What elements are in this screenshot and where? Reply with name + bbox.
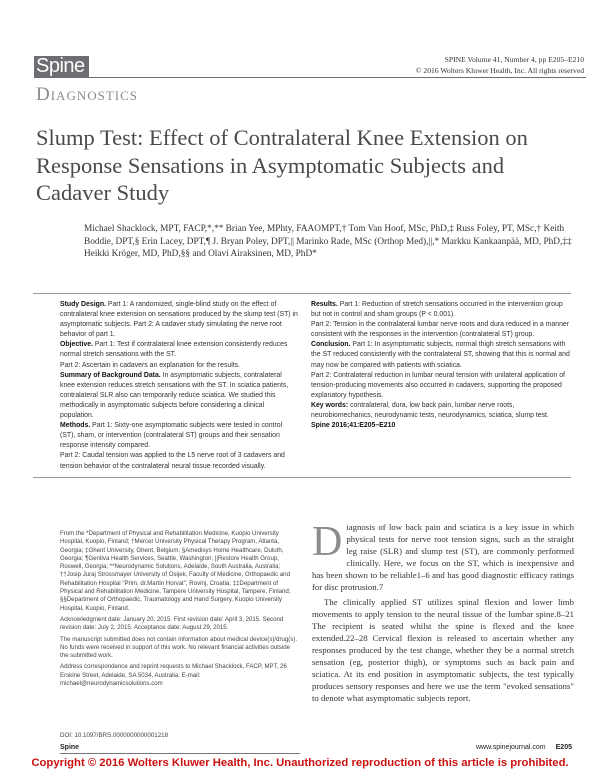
author-list: Michael Shacklock, MPT, FACP,*,** Brian Yee, MPhty, FAAOMPT,† Tom Van Hoof, MSc, PhD,‡ Russ Foley, PT, MSc,† Keith Boddie, DPT,§ Erin Lacey, DPT,¶ J. Bryan Poley, DPT,|| Marinko Rade, MSc (Orthop Med),||,* Markku Kankaanpää, MD, PhD,‡‡ Heikki Kröger, MD, PhD,§§ and Olavi Airaksinen, MD, PhD* [84, 224, 572, 260]
abstract-left-column [60, 300, 298, 472]
conclusion-text: Part 1: In asymptomatic subjects, normal thigh stretch sensations with the ST reduced consistently with the contralateral ST, showing that this is normal and may now be compared with patients with sciatica. [311, 341, 570, 369]
journal-logo: Spine [36, 55, 85, 77]
correspondence-address: Address correspondence and reprint requests to Michael Shacklock, FACP, MPT, 26 Erskine Street, Adelaide, SA 5034, Australia; E-mail: michael@neurodynamicsolutions.com [60, 663, 287, 688]
footnotes [60, 530, 300, 691]
abstract-results-2: Part 2: Tension in the contralateral lumbar nerve roots and dura reduced in a manner consistent with the responses in the intervention (contralateral ST) group. [311, 321, 570, 339]
abstract-right-column [311, 300, 572, 431]
abstract-objective-2: Part 2: Ascertain in cadavers an explanation for the results. [60, 361, 241, 369]
journal-volume: SPINE Volume 41, Number 4, pp E205–E210 [444, 55, 584, 64]
methods-text: Part 1: Sixty-one asymptomatic subjects were tested in control (ST), sham, or intervention (contralateral ST) groups and their sensation response intensity compared. [60, 422, 283, 450]
doi: DOI: 10.1097/BRS.0000000000001218 [60, 732, 169, 739]
methods-heading: Methods. [60, 422, 91, 430]
citation: Spine 2016;41:E205–E210 [311, 422, 396, 430]
section-label: Diagnostics [36, 84, 139, 105]
header-rule [89, 77, 586, 78]
journal-meta [416, 54, 584, 76]
abstract-design [60, 300, 298, 340]
keywords-text: contralateral, dura, low back pain, lumbar nerve roots, neurobiomechanics, neurodynamic tests, neurodynamics, sciatica, slump test. [311, 401, 549, 420]
article-title: Slump Test: Effect of Contralateral Knee Extension on Response Sensations in Asymptomatic Subjects and Cadaver Study [36, 125, 528, 205]
abstract-background [60, 371, 298, 421]
page-number: E205 [555, 744, 572, 751]
copyright-notice: Copyright © 2016 Wolters Kluwer Health, Inc. Unauthorized reproduction of this article is prohibited. [31, 757, 569, 769]
keywords-heading: Key words: [311, 401, 349, 409]
intro-paragraph-2: The clinically applied ST utilizes spinal flexion and lower limb movements to apply tension to the neural tissue of the lumbar spine.8–21 The recipient is seated whilst the spine is flexed and the knee extended.22–28 Cervical flexion is released to ascertain whether any responses produced by the test change, whether they be a normal stretch sensation (eg, posterior thigh), or symptoms such as back pain and sciatica. At its end position in asymptomatic subjects, the test typically produces sensory responses and here we use the term "evoked sensations" to denote what asymptomatic subjects report. [312, 597, 574, 703]
footer-journal: Spine [60, 744, 80, 751]
abstract-results [311, 300, 572, 320]
body-text [312, 519, 574, 709]
journal-url[interactable]: www.spinejournal.com [475, 744, 546, 751]
design-heading: Study Design. [60, 301, 106, 308]
results-heading: Results. [311, 301, 338, 308]
design-text: Part 1: A randomized, single-blind study on the effect of contralateral knee extension on sensations produced by the slump test (ST) in asymptomatic subjects. Part 2: A cadaver study simulating the nerve root behavior of part 1. [60, 301, 298, 339]
intro-paragraph-1 [312, 519, 574, 593]
manuscript-dates: Acknowledgment date: January 20, 2015. First revision date: April 3, 2015. Second revision date: July 2, 2015. Acceptance date: August 29, 2015. [60, 615, 284, 632]
abstract-conclusion-2: Part 2: Contralateral reduction in lumbar neural tension with unilateral application of tension-producing movements also occurred in cadavers, supporting the proposed explanatory hypothesis. [311, 371, 565, 399]
affiliations: From the *Department of Physical and Rehabilitation Medicine, Kuopio University Hospital, Kuopio, Finland; †Mercer University Physical Therapy Program, Atlanta, Georgia; ‡Ghent University, Ghent, Belgium; §Amedisys Home Healthcare, Duluth, Georgia; ¶Gentiva Health Services, Seattle, Washington; ||Restore Health Group, Roswell, Georgia; **Neurodynamic Solutions, Adelaide, South Australia, Australia; ††Josip Juraj Strossmayer University of Osijek, Faculty of Medicine, Orthopaedic and Rehabilitation Hospital "Prim. dr.Martin Horvat", Rovinj, Croatia; ‡‡Department of Physical and Rehabilitation Medicine, Tampere University Hospital, Tampere, Finland; §§Department of Orthopaedic, Traumatology and Hand Surgery, Kuopio University Hospital, Kuopio, Finland. [60, 530, 291, 612]
footer-rule [60, 753, 300, 754]
objective-text: Part 1: Test if contralateral knee extension consistently reduces normal stretch sensations with the ST. [60, 341, 288, 359]
abstract-methods [60, 421, 298, 451]
conclusion-heading: Conclusion. [311, 341, 351, 349]
background-text: In asymptomatic subjects, contralateral knee extension reduces stretch sensations with the ST. In sciatica patients, contralateral SLR also can temporarily reduce sciatica. We studied this methodically in asymptomatic subjects before considering a clinical population. [60, 371, 289, 420]
abstract-keywords [311, 401, 572, 421]
abstract-objective [60, 340, 298, 360]
intro-text-1: iagnosis of low back pain and sciatica is a key issue in which physical tests for nerve root tension signs, such as the straight leg raise (SLR) and slump test (ST), are commonly performed clinically. Here, we focus on the ST, which is inexpensive and has been shown to be reliable1–6 and has good diagnostic efficacy ratings for disc protrusion.7 [312, 522, 574, 592]
funding-statement: The manuscript submitted does not contain information about medical device(s)/drug(s). No funds were received in support of this work. No relevant financial activities outside the submitted work. [60, 635, 298, 660]
drop-cap: D [312, 519, 343, 565]
footer-right [476, 744, 572, 751]
results-text: Part 1: Reduction of stretch sensations occurred in the intervention group but not in control and sham groups (P < 0.001). [311, 301, 563, 319]
background-heading: Summary of Background Data. [60, 371, 161, 379]
abstract-methods-2: Part 2: Caudal tension was applied to the L5 nerve root of 3 cadavers and tension behavior of the contralateral neural tissue recorded visually. [60, 452, 285, 470]
abstract-conclusion [311, 340, 572, 370]
journal-copyright: © 2016 Wolters Kluwer Health, Inc. All rights reserved [415, 66, 584, 75]
objective-heading: Objective. [60, 341, 93, 349]
